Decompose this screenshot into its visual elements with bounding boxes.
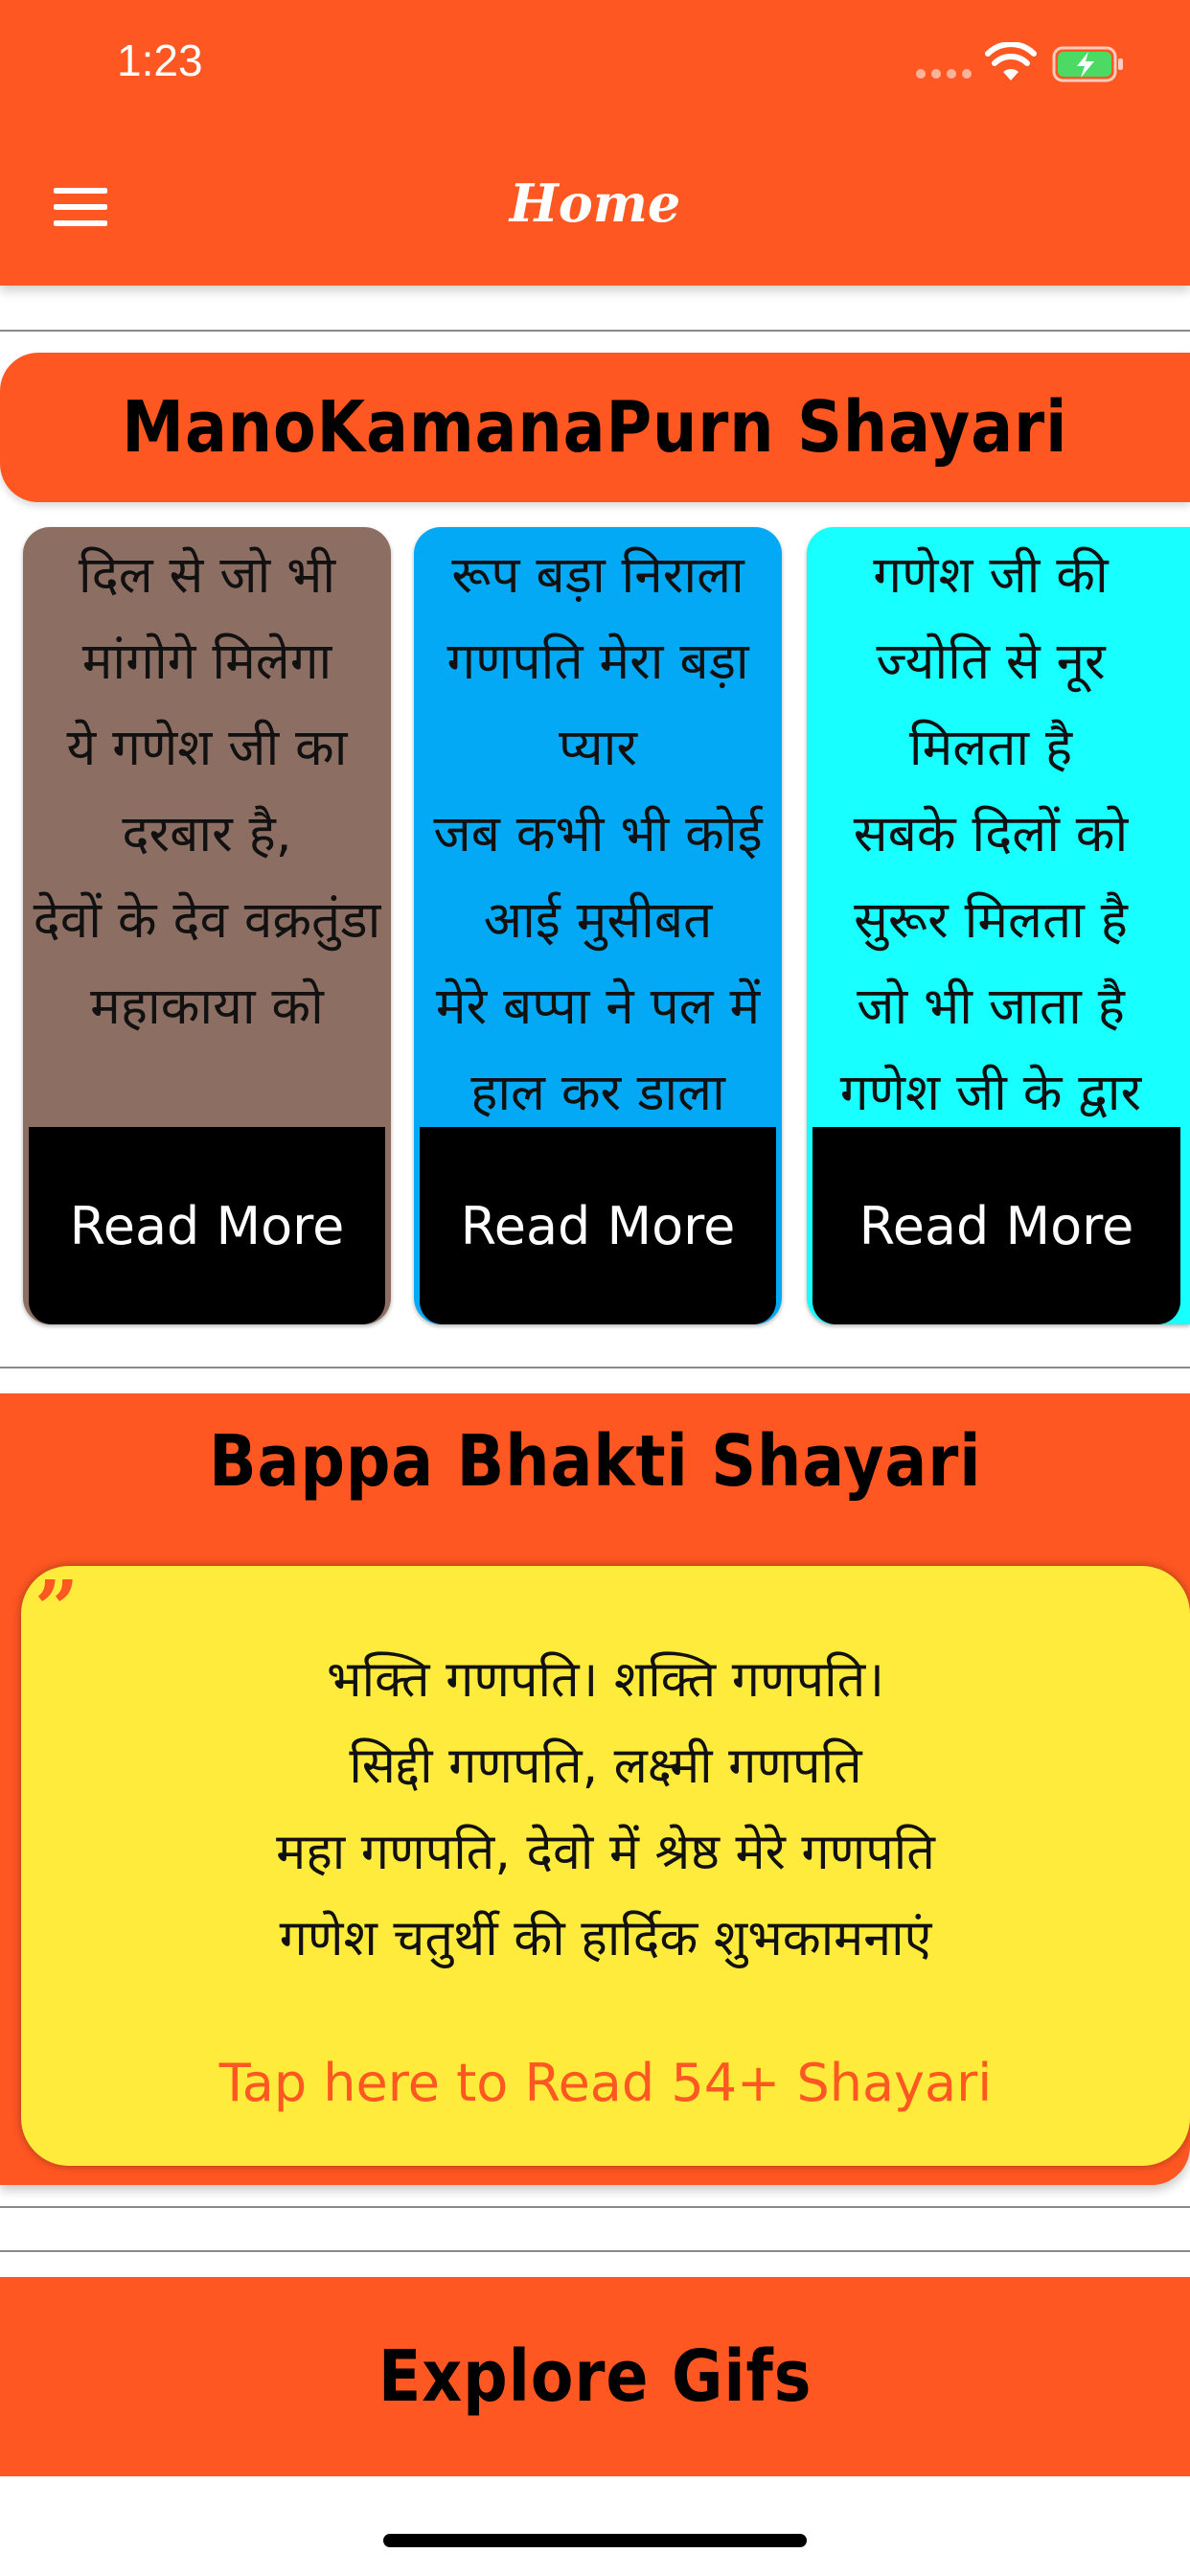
app-bar (0, 0, 1190, 286)
section-title: Explore Gifs (378, 2335, 812, 2418)
section-title: ManoKamanaPurn Shayari (122, 386, 1068, 469)
shayari-card[interactable] (23, 527, 391, 1324)
shayari-card[interactable] (807, 527, 1190, 1324)
manokamana-section-banner[interactable] (0, 353, 1190, 502)
battery-charging-icon (1052, 46, 1125, 82)
section-heading (0, 1420, 1190, 1503)
cellular-signal-icon (916, 69, 972, 79)
status-time: 1:23 (117, 35, 203, 85)
shayari-card-text: गणेश जी की ज्योति से नूर मिलता है सबके दिलों को सुरूर मिलता है जो भी जाता है गणेश जी के द्वार (839, 546, 1142, 1122)
divider (0, 1367, 1190, 1368)
wifi-icon (985, 42, 1037, 82)
divider (0, 2206, 1190, 2208)
shayari-card-text: रूप बड़ा निराला गणपति मेरा बड़ा प्यार जब कभी भी कोई आई मुसीबत मेरे बप्पा ने पल में हाल कर डाला (433, 546, 763, 1122)
read-more-button[interactable]: Read More (812, 1127, 1180, 1324)
read-more-button[interactable]: Read More (420, 1127, 776, 1324)
divider (0, 2250, 1190, 2252)
explore-gifs-banner[interactable] (0, 2277, 1190, 2476)
quote-icon: ” (34, 1563, 80, 1653)
shayari-card[interactable] (414, 527, 782, 1324)
quote-text: भक्ति गणपति। शक्ति गणपति। सिद्दी गणपति, लक्ष्मी गणपति महा गणपति, देवो में श्रेष्ठ मेरे गणपति गणेश चतुर्थी की हार्दिक शुभकामनाएं (276, 1651, 935, 1967)
divider (0, 330, 1190, 332)
read-more-shayari-link[interactable]: Tap here to Read 54+ Shayari (218, 2053, 993, 2113)
quote-card[interactable] (21, 1563, 1190, 2166)
page-title: Home (509, 172, 681, 234)
section-title: Bappa Bhakti Shayari (208, 1420, 982, 1503)
shayari-card-text: दिल से जो भी मांगोगे मिलेगा ये गणेश जी का दरबार है, देवों के देव वक्रतुंडा महाकाया को (33, 546, 381, 1036)
read-more-button[interactable]: Read More (29, 1127, 385, 1324)
bappa-bhakti-section (0, 1393, 1190, 2185)
home-indicator[interactable] (383, 2534, 807, 2547)
